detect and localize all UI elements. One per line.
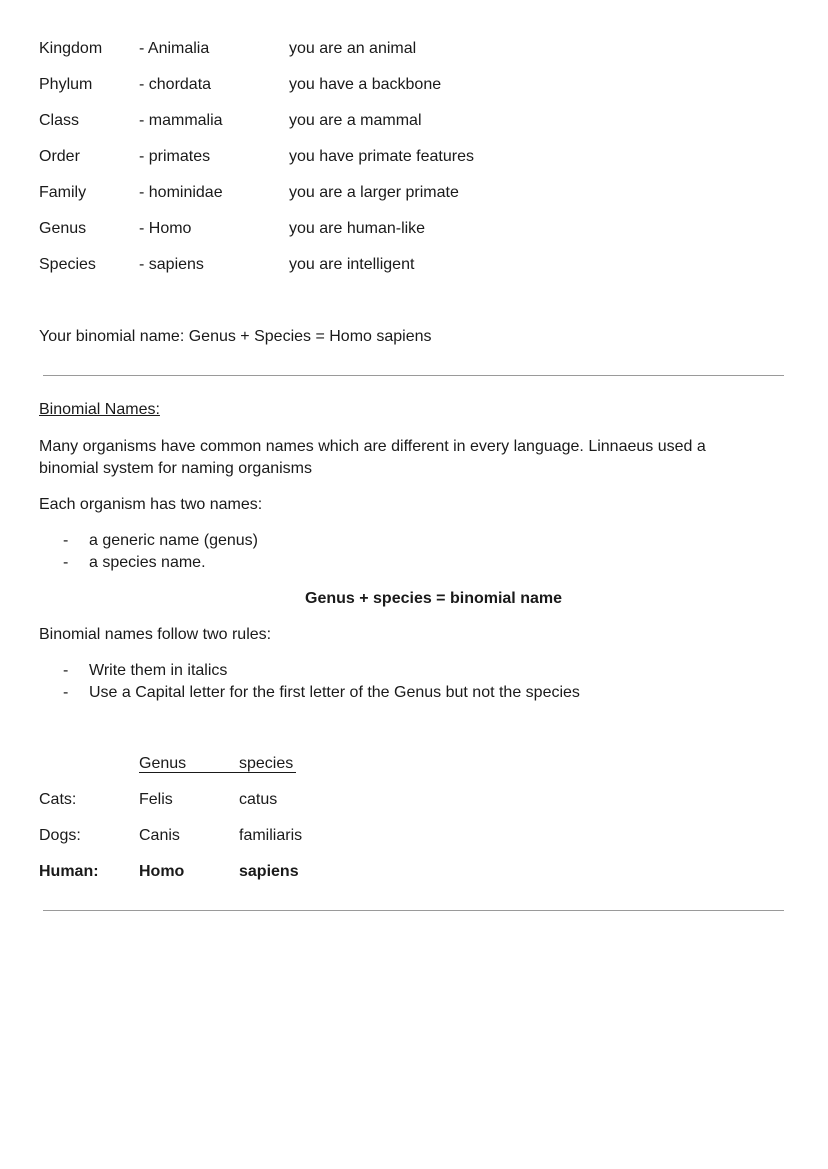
meaning: you are a larger primate — [289, 184, 459, 201]
meaning: you are a mammal — [289, 112, 422, 129]
bullet: - — [63, 554, 69, 571]
rank: Kingdom — [39, 40, 103, 57]
taxon: - chordata — [139, 76, 212, 93]
section-title: Binomial Names: — [39, 401, 160, 418]
rank: Species — [39, 256, 96, 273]
meaning: you are intelligent — [289, 256, 415, 273]
formula: Genus + species = binomial name — [305, 590, 562, 607]
intro-text-line-2: binomial system for naming organisms — [39, 460, 312, 477]
rank: Family — [39, 184, 87, 201]
intro-text-line-1: Many organisms have common names which are different in every language. Linnaeus used a — [39, 438, 706, 455]
species: sapiens — [239, 863, 299, 880]
binomial-name-line: Your binomial name: Genus + Species = Homo sapiens — [39, 328, 432, 345]
meaning: you are human-like — [289, 220, 426, 237]
meaning: you are an animal — [289, 40, 417, 57]
rank: Order — [39, 148, 80, 165]
list-item: Write them in italics — [89, 662, 228, 679]
animal: Dogs: — [39, 827, 81, 844]
taxon: - Animalia — [139, 40, 210, 57]
genus: Homo — [139, 863, 185, 880]
header-species: species — [239, 755, 294, 772]
taxon: - hominidae — [139, 184, 223, 201]
list-item: a generic name (genus) — [89, 532, 258, 549]
rules-heading: Binomial names follow two rules: — [39, 626, 272, 643]
list-item: Use a Capital letter for the first letter of the Genus but not the species — [89, 684, 580, 701]
genus: Canis — [139, 827, 180, 844]
bullet: - — [63, 662, 69, 679]
meaning: you have a backbone — [289, 76, 442, 93]
taxon: - sapiens — [139, 256, 204, 273]
animal: Human: — [39, 863, 99, 880]
rank: Genus — [39, 220, 87, 237]
taxon: - mammalia — [139, 112, 223, 129]
species: catus — [239, 791, 278, 808]
species: familiaris — [239, 827, 303, 844]
header-genus: Genus — [139, 755, 187, 772]
rank: Class — [39, 112, 80, 129]
taxon: - primates — [139, 148, 211, 165]
divider — [43, 375, 784, 376]
meaning: you have primate features — [289, 148, 474, 165]
divider — [43, 910, 784, 911]
rank: Phylum — [39, 76, 93, 93]
animal: Cats: — [39, 791, 77, 808]
bullet: - — [63, 684, 69, 701]
genus: Felis — [139, 791, 173, 808]
two-names-heading: Each organism has two names: — [39, 496, 263, 513]
taxon: - Homo — [139, 220, 192, 237]
list-item: a species name. — [89, 554, 206, 571]
bullet: - — [63, 532, 69, 549]
